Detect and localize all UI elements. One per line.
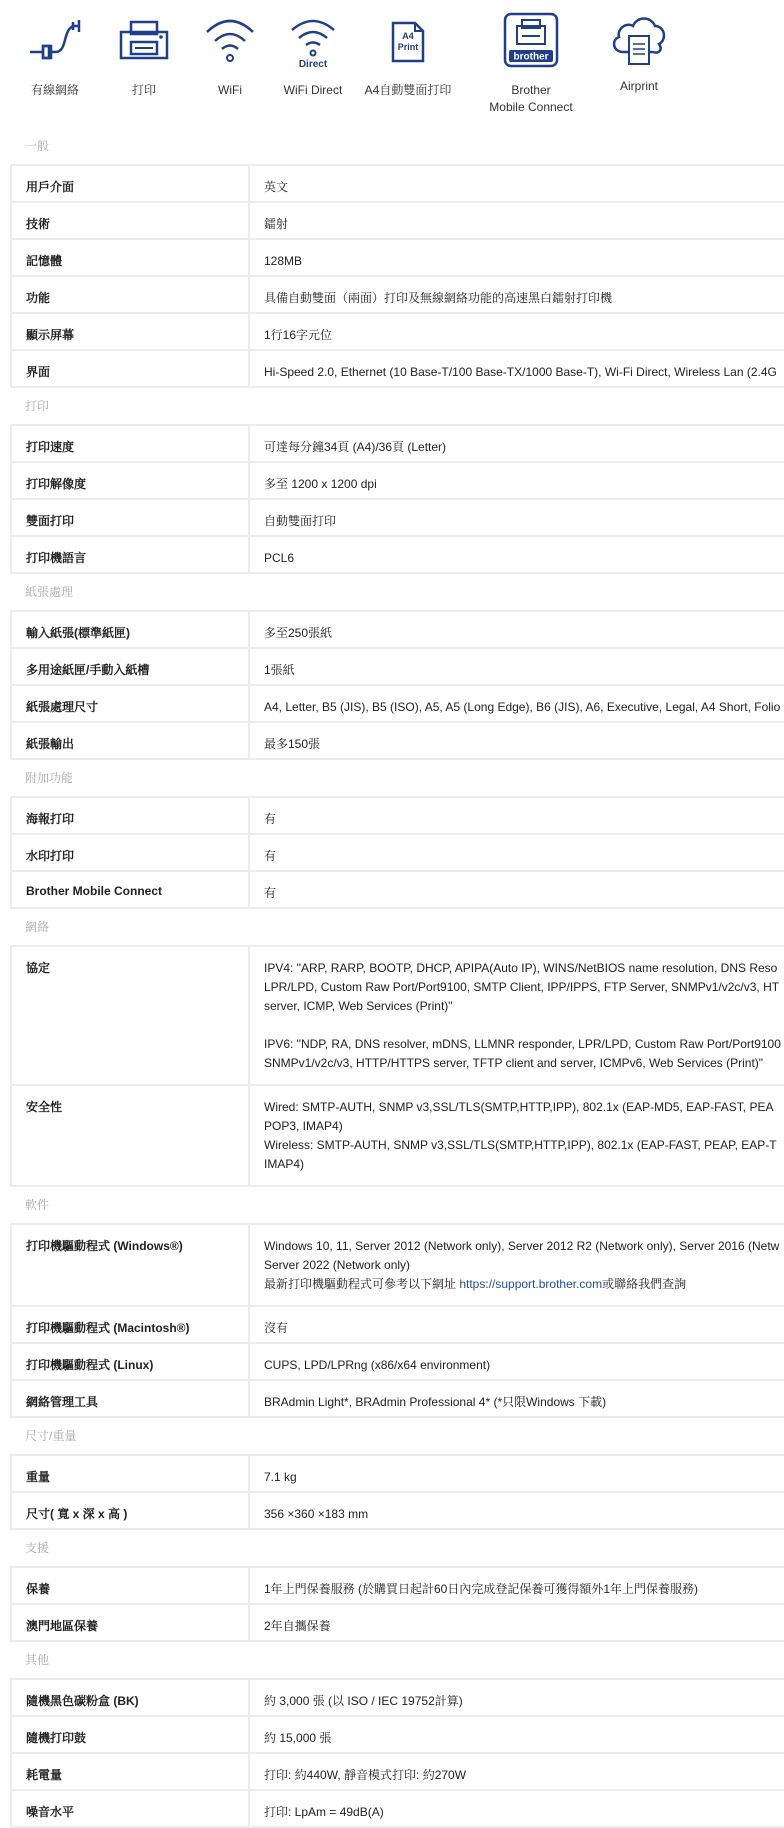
spec-row <box>10 461 784 498</box>
spec-key: 打印機驅動程式 (Windows®) <box>12 1225 250 1305</box>
spec-key: 隨機打印鼓 <box>12 1717 250 1752</box>
spec-value: 多至250張紙 <box>264 626 333 640</box>
spec-key: 耗電量 <box>12 1754 250 1789</box>
section-title: 網絡 <box>25 920 50 934</box>
spec-value: 有 <box>264 849 277 863</box>
spec-value: 具備自動雙面（兩面）打印及無線網絡功能的高速黑白鐳射打印機 <box>264 291 613 305</box>
wifi-icon <box>200 14 260 64</box>
spec-value: 打印: LpAm = 49dB(A) <box>264 1805 384 1819</box>
section-title: 附加功能 <box>25 771 74 785</box>
print-icon-text: Print <box>397 42 419 52</box>
spec-row <box>10 535 784 574</box>
spec-key: 輸入紙張(標準紙匣) <box>12 612 250 647</box>
feature-label: Brother Mobile Connect <box>489 83 573 114</box>
section-title: 尺寸/重量 <box>25 1429 77 1443</box>
spec-row <box>10 610 784 647</box>
spec-section-dimensions <box>0 1418 784 1530</box>
spec-key: 功能 <box>12 277 250 312</box>
spec-key: 保養 <box>12 1568 250 1603</box>
spec-value: 2年自攜保養 <box>264 1619 331 1633</box>
spec-value: 鐳射 <box>264 217 289 231</box>
spec-row <box>10 1305 784 1342</box>
spec-row <box>10 498 784 535</box>
spec-row <box>10 1379 784 1418</box>
spec-value: CUPS, LPD/LPRng (x86/x64 environment) <box>264 1358 491 1372</box>
spec-row <box>10 1678 784 1715</box>
spec-row <box>10 684 784 721</box>
driver-text-after: 或聯絡我們查詢 <box>602 1277 687 1291</box>
spec-value: 1張紙 <box>264 663 295 677</box>
spec-value: Wired: SMTP-AUTH, SNMP v3,SSL/TLS(SMTP,HTTP,IPP), 802.1x (EAP-MD5, EAP-FAST, PEA POP3, IMAP4) Wireless: SMTP-AUTH, SNMP v3,SSL/TLS(SMTP,HTTP,IPP), 802.1x (EAP-FAST, PEAP, EAP-T IMAP4) <box>264 1100 777 1171</box>
spec-row <box>10 647 784 684</box>
spec-value: 有 <box>264 812 277 826</box>
spec-value: A4, Letter, B5 (JIS), B5 (ISO), A5, A5 (Long Edge), B6 (JIS), A6, Executive, Legal, A4 Short, Folio <box>264 700 781 714</box>
spec-key: 打印機驅動程式 (Macintosh®) <box>12 1307 250 1342</box>
spec-key: Brother Mobile Connect <box>12 872 250 907</box>
spec-value: 356 ×360 ×183 mm <box>264 1507 369 1521</box>
spec-row <box>10 312 784 349</box>
spec-key: 澳門地區保養 <box>12 1605 250 1640</box>
section-title: 軟件 <box>25 1198 50 1212</box>
spec-row <box>10 1715 784 1752</box>
spec-key: 顯示屏幕 <box>12 314 250 349</box>
spec-key: 記憶體 <box>12 240 250 275</box>
spec-value: 多至 1200 x 1200 dpi <box>264 477 377 491</box>
section-title: 一般 <box>25 139 50 153</box>
spec-key: 重量 <box>12 1456 250 1491</box>
spec-key: 海報打印 <box>12 798 250 833</box>
spec-value: 打印: 約440W, 靜音模式打印: 約270W <box>264 1768 467 1782</box>
a4-duplex-icon <box>378 20 438 64</box>
printer-icon <box>114 18 174 64</box>
spec-row <box>10 424 784 461</box>
spec-row <box>10 1752 784 1789</box>
spec-value: 沒有 <box>264 1321 289 1335</box>
spec-value: 約 3,000 張 (以 ISO / IEC 19752計算) <box>264 1694 463 1708</box>
spec-value: 英文 <box>264 180 289 194</box>
section-title: 打印 <box>25 399 50 413</box>
spec-row <box>10 1603 784 1642</box>
spec-key: 打印解像度 <box>12 463 250 498</box>
spec-key: 打印機語言 <box>12 537 250 572</box>
spec-row <box>10 275 784 312</box>
spec-row <box>10 238 784 275</box>
spec-key: 打印速度 <box>12 426 250 461</box>
spec-value: 最多150張 <box>264 737 321 751</box>
spec-section-paper-handling <box>0 574 784 760</box>
spec-key: 雙面打印 <box>12 500 250 535</box>
spec-row <box>10 1084 784 1187</box>
airprint-icon <box>609 10 669 66</box>
spec-row <box>10 349 784 388</box>
spec-row <box>10 201 784 238</box>
spec-key: 多用途紙匣/手動入紙槽 <box>12 649 250 684</box>
spec-row <box>10 833 784 870</box>
spec-row <box>10 1454 784 1491</box>
spec-value: 1行16字元位 <box>264 328 333 342</box>
section-title: 其他 <box>25 1653 50 1667</box>
spec-value: 約 15,000 張 <box>264 1731 332 1745</box>
spec-section-support <box>0 1530 784 1642</box>
spec-key: 隨機黑色碳粉盒 (BK) <box>12 1680 250 1715</box>
spec-key: 界面 <box>12 351 250 386</box>
spec-section-general <box>0 128 784 388</box>
spec-row <box>10 1491 784 1530</box>
spec-row <box>10 1789 784 1828</box>
spec-section-network <box>0 909 784 1187</box>
spec-key: 紙張處理尺寸 <box>12 686 250 721</box>
spec-key: 尺寸( 寬 x 深 x 高 ) <box>12 1493 250 1528</box>
brother-mobile-connect-icon <box>501 12 561 68</box>
spec-value: 128MB <box>264 254 303 268</box>
spec-key: 用戶介面 <box>12 166 250 201</box>
spec-value: Hi-Speed 2.0, Ethernet (10 Base-T/100 Base-TX/1000 Base-T), Wi-Fi Direct, Wireless Lan (2.4G <box>264 365 777 379</box>
spec-key: 紙張輸出 <box>12 723 250 758</box>
spec-value: 1年上門保養服務 (於購買日起計60日內完成登記保養可獲得額外1年上門保養服務) <box>264 1582 699 1596</box>
spec-row <box>10 1223 784 1305</box>
spec-key: 噪音水平 <box>12 1791 250 1826</box>
spec-row <box>10 870 784 909</box>
feature-label: 打印 <box>131 83 156 97</box>
spec-key: 打印機驅動程式 (Linux) <box>12 1344 250 1379</box>
spec-row <box>10 1566 784 1603</box>
spec-key: 水印打印 <box>12 835 250 870</box>
spec-key: 安全性 <box>12 1086 250 1185</box>
spec-section-print <box>0 388 784 574</box>
wifi-direct-icon <box>283 14 343 70</box>
spec-row <box>10 945 784 1084</box>
spec-value: 有 <box>264 886 277 900</box>
spec-value: PCL6 <box>264 551 295 565</box>
feature-label: WiFi Direct <box>283 83 343 97</box>
spec-key: 技術 <box>12 203 250 238</box>
spec-row <box>10 721 784 760</box>
spec-value: BRAdmin Light*, BRAdmin Professional 4* (*只限Windows 下載) <box>264 1395 607 1409</box>
spec-value: 7.1 kg <box>264 1470 297 1484</box>
spec-key: 網絡管理工具 <box>12 1381 250 1416</box>
spec-value: IPV4: "ARP, RARP, BOOTP, DHCP, APIPA(Auto IP), WINS/NetBIOS name resolution, DNS Reso LPR/LPD, Custom Raw Port/Port9100, SMTP Client, IPP/IPPS, FTP Server, SNMPv1/v2c/v3, HT server, ICMP, Web Services (Print)" IPV6: "NDP, RA, DNS resolver, mDNS, LLMNR responder, LPR/LPD, Custom Raw Port/Port9100 SNMPv1/v2c/v3, HTTP/HTTPS server, TFTP client and server, ICMPv6, Web Services (Print)" <box>264 961 781 1070</box>
feature-label: A4自動雙面打印 <box>364 83 452 97</box>
support-link[interactable]: https://support.brother.com <box>459 1277 603 1291</box>
spec-value: 自動雙面打印 <box>264 514 337 528</box>
wifi-direct-icon-text: Direct <box>298 59 328 70</box>
feature-icon-bar <box>0 0 784 130</box>
feature-label: Airprint <box>619 79 658 93</box>
brother-logo-text: brother <box>513 51 549 63</box>
spec-section-extra-features <box>0 760 784 909</box>
spec-row <box>10 164 784 201</box>
section-title: 紙張處理 <box>25 585 74 599</box>
a4-icon-text: A4 <box>402 31 414 41</box>
spec-value: 可達每分鐘34頁 (A4)/36頁 (Letter) <box>264 440 447 454</box>
spec-value <box>250 1225 784 1305</box>
spec-row <box>10 796 784 833</box>
wired-network-icon <box>25 18 85 60</box>
feature-label: 有線網絡 <box>30 83 79 97</box>
spec-section-others <box>0 1642 784 1828</box>
feature-label: WiFi <box>218 83 242 97</box>
spec-section-software <box>0 1187 784 1418</box>
section-title: 支援 <box>25 1541 50 1555</box>
spec-table <box>0 128 784 1828</box>
spec-key: 協定 <box>12 947 250 1084</box>
driver-text: Windows 10, 11, Server 2012 (Network only), Server 2012 R2 (Network only), Server 2016 (Netw Server 2022 (Network only) 最新打印機驅動程式可參考以下網址 <box>264 1239 780 1291</box>
spec-row <box>10 1342 784 1379</box>
